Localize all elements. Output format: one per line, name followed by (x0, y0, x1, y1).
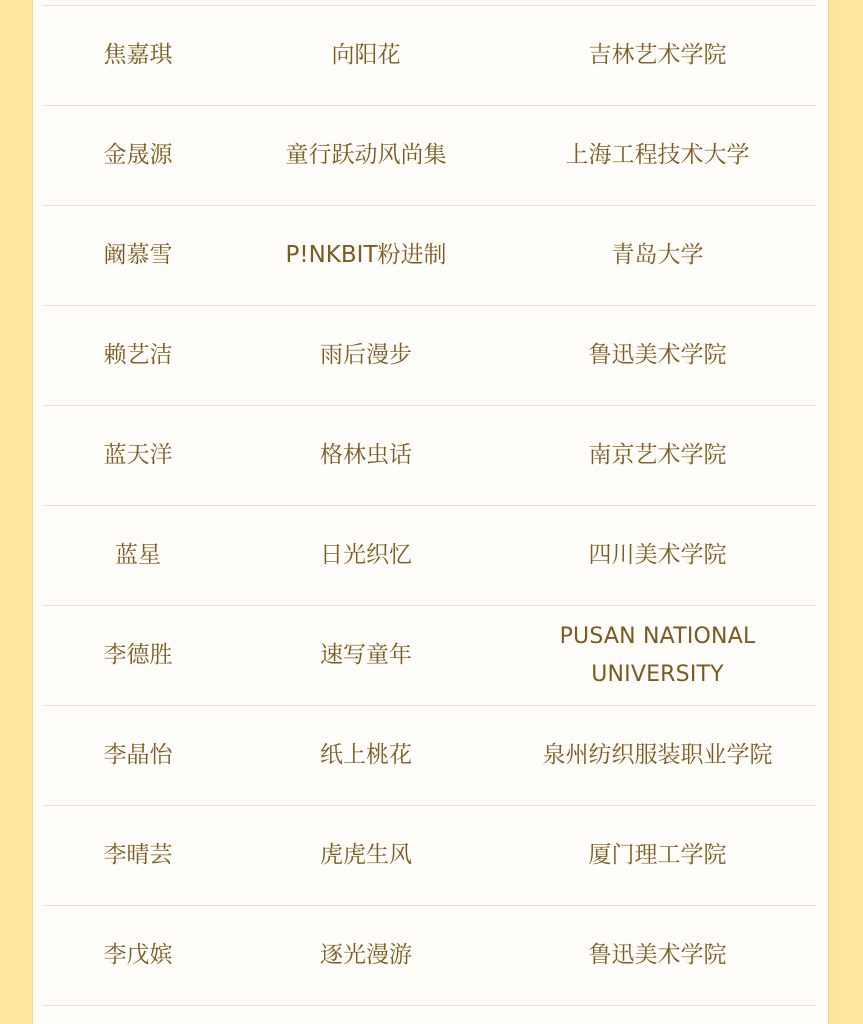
table-row (43, 306, 816, 406)
work-title: 格林虫话 (320, 441, 412, 468)
work-title: 向阳花 (331, 41, 401, 68)
work-title: 虎虎生风 (320, 841, 412, 868)
student-name: 蓝星 (115, 541, 161, 568)
school-name: 泉州纺织服装职业学院 (542, 741, 773, 768)
work-title: P!NKBIT粉进制 (285, 241, 447, 268)
school-name: 厦门理工学院 (588, 841, 727, 868)
table-row (43, 406, 816, 506)
student-name: 金晟源 (103, 141, 173, 168)
school-name: 鲁迅美术学院 (588, 341, 727, 368)
table-row (43, 806, 816, 906)
table-row (43, 706, 816, 806)
awards-table (43, 5, 816, 1006)
work-title: 日光织忆 (320, 541, 412, 568)
results-card (33, 0, 828, 1024)
student-name: 李德胜 (103, 641, 173, 668)
table-row (43, 206, 816, 306)
student-name: 蓝天洋 (103, 441, 173, 468)
work-title: 逐光漫游 (320, 941, 412, 968)
work-title: 童行跃动风尚集 (285, 141, 447, 168)
work-title: 纸上桃花 (320, 741, 412, 768)
student-name: 焦嘉琪 (103, 41, 173, 68)
work-title: 雨后漫步 (320, 341, 412, 368)
table-row (43, 506, 816, 606)
student-name: 李戊嫔 (103, 941, 173, 968)
student-name: 赖艺洁 (103, 341, 173, 368)
table-row (43, 606, 816, 706)
school-name: 鲁迅美术学院 (588, 941, 727, 968)
school-name: 青岛大学 (611, 241, 704, 268)
work-title: 速写童年 (320, 641, 412, 668)
school-name: PUSAN NATIONAL UNIVERSITY (559, 624, 756, 687)
table-row (43, 6, 816, 106)
student-name: 阚慕雪 (103, 241, 173, 268)
school-name: 四川美术学院 (588, 541, 727, 568)
school-name: 南京艺术学院 (588, 441, 727, 468)
table-row (43, 906, 816, 1006)
student-name: 李晶怡 (103, 741, 173, 768)
school-name: 吉林艺术学院 (588, 41, 727, 68)
school-name: 上海工程技术大学 (565, 141, 750, 168)
table-row (43, 106, 816, 206)
student-name: 李晴芸 (103, 841, 173, 868)
